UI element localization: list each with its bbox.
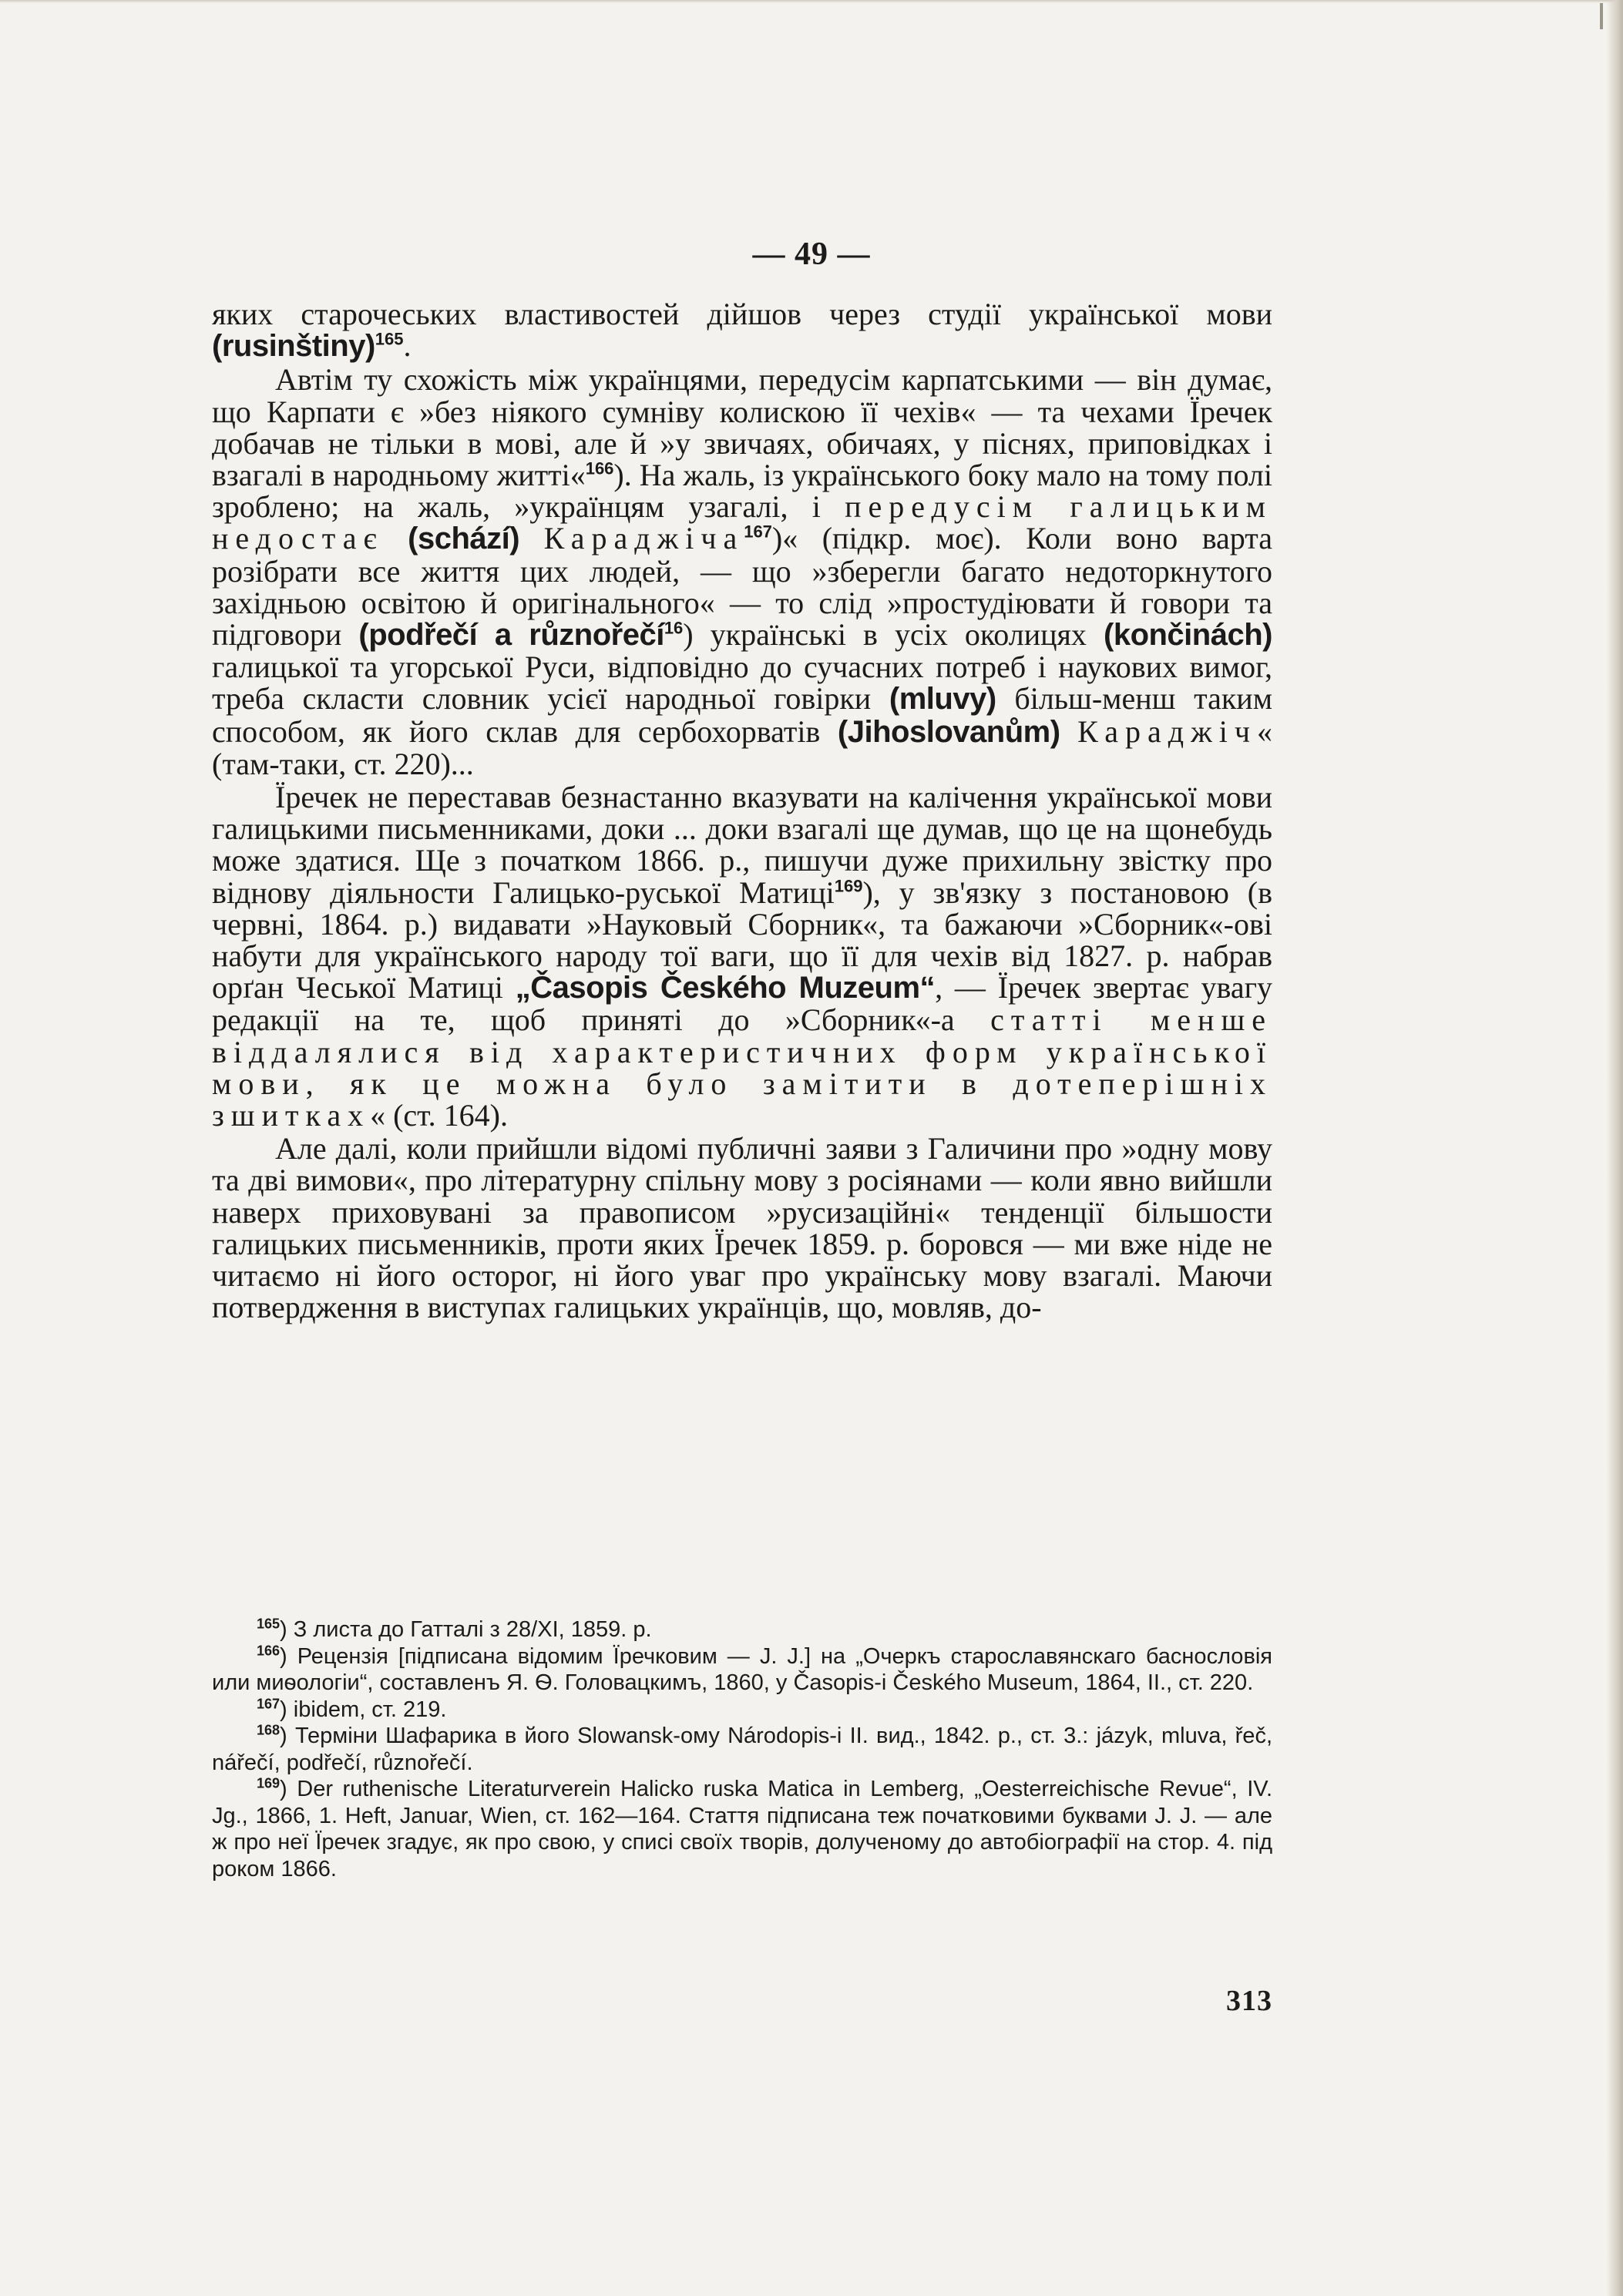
czech-term: „Časopis Českého Muzeum“ <box>515 971 936 1005</box>
czech-term: (mluvy) <box>889 682 996 717</box>
footnote-number: 166 <box>257 1642 281 1658</box>
page-right-edge <box>1606 0 1623 2296</box>
text-run <box>1060 714 1078 749</box>
page-header-number: — 49 — <box>752 237 871 272</box>
paragraph-3 <box>212 781 1272 1131</box>
footnote-text: ) ibidem, ст. 219. <box>280 1697 447 1722</box>
footnote-text: ) З листа до Гатталі з 28/XI, 1859. р. <box>280 1617 652 1642</box>
footnote-ref: 166 <box>585 458 614 478</box>
text-run: , — Їречек звертає увагу редакції на те, щоб приняті до »Сборник«-а <box>212 970 1272 1038</box>
text-run: Їречек не переставав безнастанно вказувати на калічення української мови галицькими письменниками, доки ... доки взагалі ще думав, що це на щонебудь може здатися. Ще з початком 1866. р., пишучи дуже прихильну звістку про віднову діяльности Галицько-руської Матиці <box>212 780 1272 910</box>
text-run: . <box>403 328 412 364</box>
paragraph-1 <box>212 298 1272 362</box>
footnote-ref: 165 <box>375 329 404 349</box>
text-run: )« (підкр. моє). Коли воно варта розібрати все життя цих людей, — що »зберегли багато недоторкнутого західньою освітою й оригінального« — то слід »простудіювати й говори та підговори <box>212 521 1273 653</box>
spaced-emphasis: передусім галицьким недостає <box>212 489 1272 556</box>
paragraph-2 <box>212 364 1272 780</box>
footnote-ref: 167 <box>744 522 772 542</box>
text-run: галицької та угорської Руси, відповідно до сучасних потреб і наукових вимог, треба скласти словник усієї народньої говірки <box>212 650 1272 717</box>
footnote-167 <box>212 1697 1272 1724</box>
spaced-emphasis: Караджіч <box>1077 713 1257 749</box>
text-run: більш-менш таким способом, як його склав для сербохорватів <box>212 681 1272 749</box>
text-run: ), у зв'язку з постановою (в червні, 1864. р.) видавати »Науковый Сборник«, та бажаючи »Сборник«-ові набути для українського народу тої ваги, що її для чехів від 1827. р. набрав орґан Чеської Матиці <box>212 874 1272 1005</box>
text-run <box>519 521 544 556</box>
czech-term: (schází) <box>408 522 520 556</box>
czech-term: (rusinštiny) <box>212 329 375 364</box>
czech-term: (Jihoslovanům) <box>837 714 1060 749</box>
footnote-number: 168 <box>257 1722 281 1738</box>
footnotes <box>212 1616 1272 1882</box>
page-top-edge <box>0 0 1623 3</box>
footnote-number: 167 <box>257 1695 281 1711</box>
footnote-number: 169 <box>257 1775 281 1791</box>
paragraph-4 <box>212 1133 1272 1323</box>
page-footer-number: 313 <box>1226 1985 1272 2017</box>
text-run: « (ст. 164). <box>370 1098 508 1133</box>
footnote-text: ) Рецензія [підписана відомим Їречковим — J. J.] на „Очеркъ старославянскаго баснословія или миѳологіи“, составленъ Я. Ѳ. Головацкимъ, 1860, у Časopis-і Českého Museum, 1864, II., ст. 220. <box>212 1643 1272 1695</box>
text-run: ). На жаль, із українського боку мало на тому полі зроблено; на жаль, »українцям узагалі, і <box>212 458 1273 525</box>
footnote-ref: 16 <box>664 618 684 638</box>
text-run: Але далі, коли прийшли відомі публичні заяви з Галичини про »одну мову та дві вимови«, про літературну спільну мову з росіянами — коли явно вийшли наверх приховувані за правописом »русизаційні« тенденції більшости галицьких письменників, проти яких Їречек 1859. р. боровся — ми вже ніде не читаємо ні його осторог, ні його уваг про українську мову взагалі. Маючи потвердження в виступах галицьких українців, що, мовляв, до- <box>212 1131 1272 1325</box>
text-run: Автім ту схожість між українцями, передусім карпатськими — він думає, що Карпати є »без ніякого сумніву колискою її чехів« — та чехами Їречек добачав не тільки в мові, але й »у звичаях, обичаях, у піснях, приповідках і взагалі в народньому житті« <box>212 362 1272 493</box>
footnote-text: ) Der ruthenische Literaturverein Halicko ruska Matica in Lemberg, „Oesterreichische Revue“, IV. Jg., 1866, 1. Heft, Januar, Wien, ст. 162—164. Стаття підписана теж початковими буквами J. J. — але ж про неї Їречек згадує, як про свою, у списі своїх творів, долученому до автобіографії на стор. 4. під роком 1866. <box>212 1777 1272 1881</box>
footnote-ref: 169 <box>834 876 863 896</box>
footnote-169 <box>212 1776 1272 1882</box>
text-run: « (там-таки, ст. 220)... <box>212 713 1272 781</box>
text-run: яких старочеських властивостей дійшов через студії української мови <box>212 297 1272 331</box>
footnote-168 <box>212 1723 1272 1776</box>
corner-mark <box>1600 3 1603 29</box>
czech-term: (končinách) <box>1104 618 1272 653</box>
spaced-emphasis: Караджіча <box>543 521 744 556</box>
spaced-emphasis: статті менше віддалялися від характеристичних форм української мови, як це можна було замітити в дотеперішніх зшитках <box>212 1002 1272 1133</box>
main-text <box>212 298 1272 1324</box>
footnote-165 <box>212 1616 1272 1643</box>
footnote-166 <box>212 1643 1272 1697</box>
czech-term: (podřečí a různořečí <box>358 618 664 653</box>
text-run <box>384 521 408 556</box>
footnote-number: 165 <box>257 1616 281 1632</box>
text-run: ) українські в усіх околицях <box>683 617 1104 653</box>
footnote-text: ) Терміни Шафарика в його Slowansk-ому Národopis-і II. вид., 1842. р., ст. 3.: jázyk, mluva, řeč, nářečí, podřečí, různořečí. <box>212 1724 1272 1775</box>
